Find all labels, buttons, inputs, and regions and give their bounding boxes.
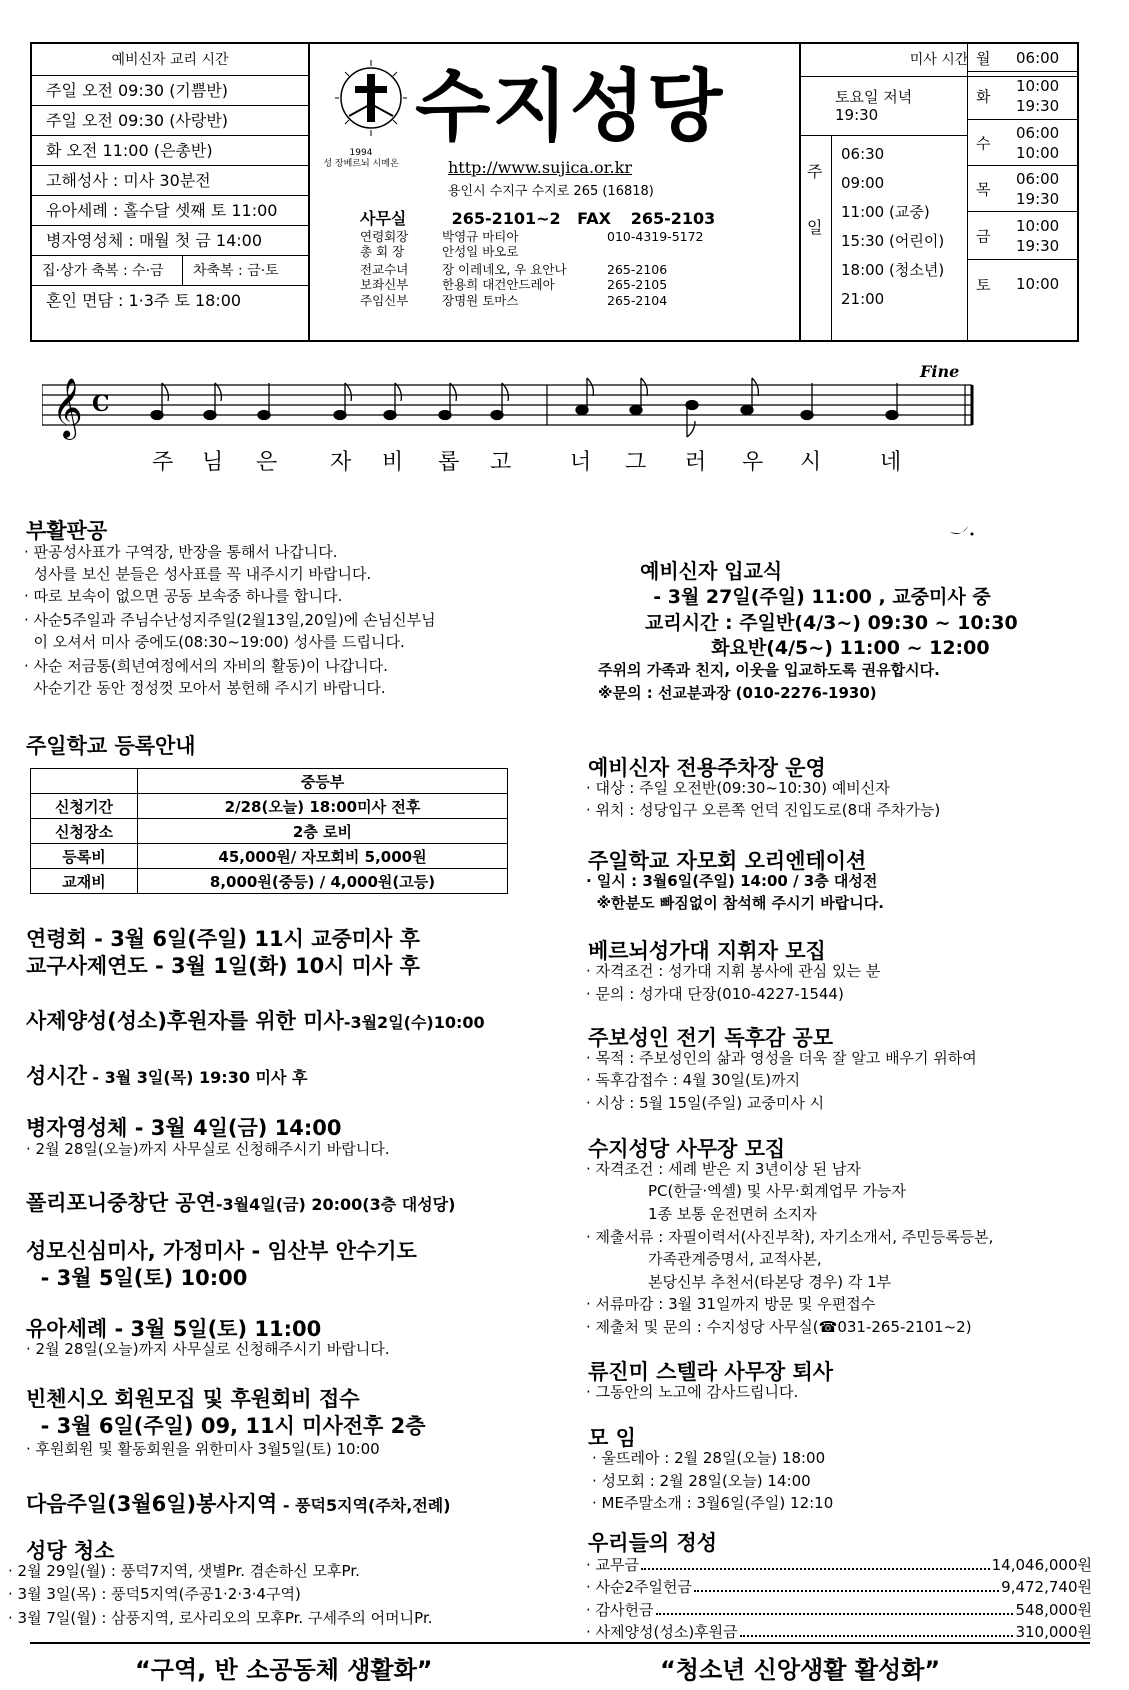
table-row [31, 769, 508, 794]
staff-row: 주임신부 장명원 토마스 265-2104 [360, 293, 668, 308]
marian-mass-date: - 3월 5일(토) 10:00 [26, 1266, 248, 1290]
lyric: 주 [152, 450, 174, 475]
weekday-row: 월 06:00 [968, 44, 1077, 72]
saturday-evening [801, 76, 967, 136]
footer-divider [30, 1642, 1090, 1644]
meetings-title: 모 임 [588, 1426, 636, 1450]
office-manager-line: PC(한글·엑셀) 및 사무·회계업무 가능자 [586, 1182, 906, 1200]
orientation-title: 주일학교 자모회 오리엔테이션 [588, 849, 867, 873]
entry-note: 주위의 가족과 친지, 이웃을 입교하도록 권유합시다. [598, 661, 940, 679]
table-cell: 45,000원/ 자모회비 5,000원 [138, 844, 508, 869]
cleaning-line: · 3월 7일(월) : 삼풍지역, 로사리오의 모후Pr. 구세주의 어머니Pr. [8, 1609, 433, 1627]
weekday-row: 금 10:00 19:30 [968, 212, 1077, 260]
marian-mass-notice: 성모신심미사, 가정미사 - 임산부 안수기도 [26, 1239, 417, 1263]
parish-url[interactable]: http://www.sujica.or.kr [448, 158, 632, 177]
office-manager-line: · 자격조건 : 세례 받은 지 3년이상 된 남자 [586, 1160, 861, 1178]
office-manager-line: · 서류마감 : 3월 31일까지 방문 및 우편접수 [586, 1295, 876, 1313]
entry-line: - 3월 27일(주일) 11:00 , 교중미사 중 [640, 586, 991, 608]
book-report-line: · 목적 : 주보성인의 삶과 영성을 더욱 잘 알고 배우기 위하여 [586, 1049, 977, 1067]
schedule-row: 유아세례 : 홀수달 셋째 토 11:00 [32, 196, 308, 226]
moon-decoration-icon [948, 522, 976, 538]
office-manager-line: 본당신부 추천서(타본당 경우) 각 1부 [586, 1273, 892, 1291]
schedule-row: 주일 오전 09:30 (사랑반) [32, 106, 308, 136]
book-report-line: · 시상 : 5월 15일(주일) 교중미사 시 [586, 1094, 825, 1112]
entry-title: 예비신자 입교식 [640, 559, 783, 583]
fax-phone: 265-2103 [630, 209, 716, 228]
easter-line: 사순기간 동안 정성껏 모아서 봉헌해 주시기 바랍니다. [24, 679, 386, 697]
memorial-notice: 교구사제연도 - 3월 1일(화) 10시 미사 후 [26, 954, 420, 978]
meeting-line: · 울뜨레아 : 2월 28일(오늘) 18:00 [592, 1449, 826, 1467]
meeting-line: · 성모회 : 2월 28일(오늘) 14:00 [592, 1472, 811, 1490]
schedule-row: 병자영성체 : 매월 첫 금 14:00 [32, 226, 308, 256]
lyric: 그 [625, 450, 647, 475]
logo-name: 성 장베르뇌 시메온 [323, 159, 399, 169]
offerings-title: 우리들의 정성 [588, 1531, 718, 1555]
choir-title: 베르뇌성가대 지휘자 모집 [588, 939, 826, 963]
orientation-line: ※한분도 빠짐없이 참석해 주시기 바랍니다. [586, 894, 884, 912]
parking-title: 예비신자 전용주차장 운영 [588, 756, 826, 780]
slogan-left: “구역, 반 소공동체 생활화” [135, 1656, 433, 1684]
offering-row: · 교무금 14,046,000원 [586, 1556, 1092, 1574]
common-time-icon: C [92, 391, 110, 417]
table-cell: 신청장소 [31, 819, 138, 844]
easter-line: 성사를 보신 분들은 성사표를 꼭 내주시기 바랍니다. [24, 565, 372, 583]
book-report-title: 주보성인 전기 독후감 공모 [588, 1026, 834, 1050]
vocation-mass-notice: 사제양성(성소)후원자를 위한 미사-3월2일(수)10:00 [26, 1009, 485, 1033]
table-row [31, 844, 508, 869]
entry-line: 교리시간 : 주일반(4/3~) 09:30 ~ 10:30 [645, 612, 1018, 634]
table-cell: 2/28(오늘) 18:00미사 전후 [138, 794, 508, 819]
easter-title: 부활판공 [26, 519, 108, 543]
mass-title: 미사 시간 [801, 44, 1077, 77]
easter-line: 이 오셔서 미사 중에도(08:30~19:00) 성사를 드립니다. [24, 633, 405, 651]
schedule-row: 화 오전 11:00 (은총반) [32, 136, 308, 166]
lyric: 롭 [438, 450, 460, 475]
parish-address: 용인시 수지구 수지로 265 (16818) [448, 184, 654, 199]
table-cell: 등록비 [31, 844, 138, 869]
sunday-time: 15:30 (어린이) [841, 232, 945, 250]
cleaning-title: 성당 청소 [26, 1539, 115, 1563]
catechism-schedule [32, 44, 310, 340]
table-cell: 신청기간 [31, 794, 138, 819]
choir-concert-notice: 폴리포니중창단 공연-3월4일(금) 20:00(3층 대성당) [26, 1191, 456, 1215]
cleaning-line: · 2월 29일(월) : 풍덕7지역, 샛별Pr. 겸손하신 모후Pr. [8, 1562, 360, 1580]
lyric: 시 [800, 450, 822, 475]
choir-line: · 자격조건 : 성가대 지휘 봉사에 관심 있는 분 [586, 962, 881, 980]
vincent-date: - 3월 6일(주일) 09, 11시 미사전후 2층 [26, 1414, 426, 1438]
holy-hour-notice: 성시간 - 3월 3일(목) 19:30 미사 후 [26, 1064, 308, 1088]
car-blessing: 차축복 : 금·토 [193, 263, 279, 279]
notes [151, 378, 898, 437]
cleaning-line: · 3월 3일(목) : 풍덕5지역(주공1·2·3·4구역) [8, 1585, 301, 1603]
funeral-notice: 연령회 - 3월 6일(주일) 11시 교중미사 후 [26, 927, 420, 951]
entry-line: 화요반(4/5~) 11:00 ~ 12:00 [645, 637, 990, 659]
schedule-row: 주일 오전 09:30 (기쁨반) [32, 76, 308, 106]
school-title: 주일학교 등록안내 [26, 734, 196, 758]
sunday-time: 21:00 [841, 290, 885, 308]
office-manager-line: · 제출서류 : 자필이력서(사진부착), 자기소개서, 주민등록등본, [586, 1228, 994, 1246]
weekday-masses [967, 44, 1077, 340]
blessing-row [32, 256, 308, 286]
offering-row: · 감사헌금 548,000원 [586, 1601, 1092, 1619]
lyric: 고 [490, 450, 512, 475]
weekday-row: 수 06:00 10:00 [968, 120, 1077, 166]
staff-row: 전교수녀 장 이레네오, 우 요안나 265-2106 [360, 262, 668, 277]
parking-line: · 위치 : 성당입구 오른쪽 언덕 진입도로(8대 주차가능) [586, 801, 941, 819]
weekday-row: 토 10:00 [976, 275, 1060, 294]
baptism-note: · 2월 28일(오늘)까지 사무실로 신청해주시기 바랍니다. [26, 1340, 390, 1358]
sick-communion-notice: 병자영성체 - 3월 4일(금) 14:00 [26, 1116, 342, 1140]
sunday-time: 09:00 [841, 174, 885, 192]
office-manager-title: 수지성당 사무장 모집 [588, 1137, 786, 1161]
next-service-notice: 다음주일(3월6일)봉사지역 - 풍덕5지역(주차,전례) [26, 1492, 451, 1516]
meeting-line: · ME주말소개 : 3월6일(주일) 12:10 [592, 1494, 834, 1512]
logo-year: 1994 [349, 148, 373, 158]
sunday-time: 18:00 (청소년) [841, 261, 945, 279]
fine-marking: Fine [920, 365, 960, 381]
office-manager-line: 1종 보통 운전면허 소지자 [586, 1205, 817, 1223]
table-cell: 8,000원(중등) / 4,000원(고등) [138, 869, 508, 894]
baptism-notice: 유아세례 - 3월 5일(토) 11:00 [26, 1317, 322, 1341]
house-blessing: 집·상가 축복 : 수·금 [32, 256, 183, 285]
staff-row: 총 회 장 안성일 바오로 [360, 244, 519, 259]
sat-label: 토요일 저녁 [835, 88, 913, 106]
office-phone: 265-2101~2 [451, 209, 561, 228]
easter-line: · 따로 보속이 없으면 공동 보속중 하나를 합니다. [24, 587, 343, 605]
weekday-row: 화 10:00 19:30 [968, 72, 1077, 120]
choir-line: · 문의 : 성가대 단장(010-4227-1544) [586, 985, 844, 1003]
office-label: 사무실 [360, 209, 407, 228]
schedule-row: 고해성사 : 미사 30분전 [32, 166, 308, 196]
treble-clef-icon: 𝄞 [52, 378, 83, 438]
easter-line: · 사순 저금통(희년여정에서의 자비의 활동)이 나갑니다. [24, 657, 388, 675]
orientation-line: · 일시 : 3월6일(주일) 14:00 / 3층 대성전 [586, 872, 878, 890]
fax-label: FAX [577, 209, 611, 228]
table-row [31, 819, 508, 844]
lyric: 우 [742, 450, 764, 475]
lyric: 자 [330, 450, 352, 475]
slogan-right: “청소년 신앙생활 활성화” [660, 1656, 941, 1684]
office-contact [360, 206, 715, 229]
weekday-row: 목 06:00 19:30 [968, 166, 1077, 212]
parish-info [310, 44, 801, 340]
lyric: 너 [570, 450, 592, 475]
staff-row: 연령회장 박영규 마티아 010-4319-5172 [360, 229, 704, 244]
parking-line: · 대상 : 주일 오전반(09:30~10:30) 예비신자 [586, 779, 890, 797]
office-manager-line: 가족관계증명서, 교적사본, [586, 1250, 822, 1268]
lyric: 님 [202, 450, 224, 475]
lyric: 네 [880, 450, 902, 475]
lyric: 은 [256, 450, 278, 475]
sunday-time: 11:00 (교중) [841, 203, 930, 221]
sunday-time: 06:30 [841, 145, 885, 163]
music-staff [42, 365, 997, 475]
table-header: 중등부 [138, 769, 508, 794]
parish-title: 수지성당 [415, 61, 725, 152]
logo-caption [318, 148, 404, 170]
office-manager-line: · 제출처 및 문의 : 수지성당 사무실(☎031-265-2101~2) [586, 1318, 972, 1336]
sick-communion-note: · 2월 28일(오늘)까지 사무실로 신청해주시기 바랍니다. [26, 1140, 390, 1158]
retirement-title: 류진미 스텔라 사무장 퇴사 [588, 1360, 834, 1384]
table-cell: 교재비 [31, 869, 138, 894]
vincent-note: · 후원회원 및 활동회원을 위한미사 3월5일(토) 10:00 [26, 1440, 380, 1458]
vincent-notice: 빈첸시오 회원모집 및 후원회비 접수 [26, 1387, 360, 1411]
mass-schedule [799, 44, 1077, 340]
sunday-label: 주 일 [807, 162, 823, 237]
catechism-title: 예비신자 교리 시간 [32, 44, 308, 76]
staff-row: 보좌신부 한용희 대건안드레아 265-2105 [360, 277, 668, 292]
offering-row: · 사순2주일헌금 9,472,740원 [586, 1578, 1092, 1596]
table-row [31, 794, 508, 819]
school-table [30, 768, 508, 894]
easter-line: · 판공성사표가 구역장, 반장을 통해서 나갑니다. [24, 543, 338, 561]
table-row [31, 869, 508, 894]
book-report-line: · 독후감접수 : 4월 30일(토)까지 [586, 1071, 801, 1089]
offering-row: · 사제양성(성소)후원금 310,000원 [586, 1623, 1092, 1641]
schedule-row: 혼인 면담 : 1·3주 토 18:00 [46, 291, 242, 310]
lyric: 러 [685, 450, 707, 475]
sat-time: 19:30 [835, 106, 879, 124]
entry-contact: ※문의 : 선교분과장 (010-2276-1930) [598, 684, 877, 702]
table-cell: 2층 로비 [138, 819, 508, 844]
parish-logo-icon [335, 56, 407, 156]
retirement-line: · 그동안의 노고에 감사드립니다. [586, 1383, 799, 1401]
bulletin-header [30, 42, 1079, 342]
lyric: 비 [382, 450, 404, 475]
sunday-times [841, 140, 944, 314]
easter-line: · 사순5주일과 주님수난성지주일(2월13일,20일)에 손님신부님 [24, 611, 436, 629]
